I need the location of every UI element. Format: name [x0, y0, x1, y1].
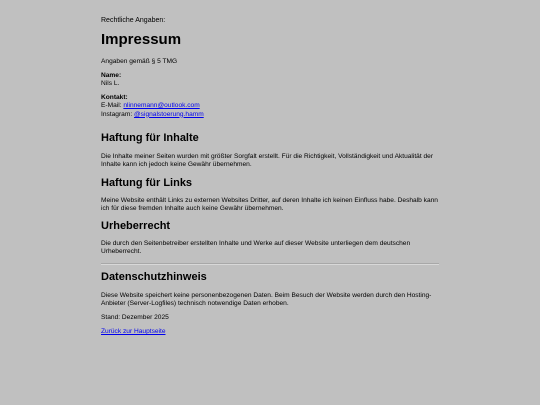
- copyright-text: Die durch den Seitenbetreiber erstellten Inhalte und Werke auf dieser Website unterliegen dem deutschen Urheberrecht.: [101, 240, 411, 256]
- privacy-text: Diese Website speichert keine personenbezogenen Daten. Beim Besuch der Website werden durch den Hosting-Anbieter (Server-Logfiles) technisch notwendige Daten erhoben.: [101, 292, 432, 308]
- instagram-line: [101, 111, 439, 119]
- heading-copyright: Urheberrecht: [101, 220, 171, 232]
- privacy-date: Stand: Dezember 2025: [101, 314, 169, 321]
- copyright-block: [101, 240, 439, 257]
- page-title: Impressum: [101, 31, 182, 48]
- instagram-link[interactable]: @signalstoerung.hamm: [133, 110, 204, 118]
- section-divider: [101, 263, 439, 265]
- back-to-home-link[interactable]: Zurück zur Hauptseite: [101, 328, 166, 335]
- name-block: [101, 72, 439, 89]
- tmg-text: Angaben gemäß § 5 TMG: [101, 58, 178, 65]
- name-label: Name:: [101, 72, 122, 79]
- name-value: Nils L.: [101, 80, 120, 88]
- email-prefix: E-Mail:: [101, 102, 124, 110]
- content-liability-block: [101, 153, 439, 170]
- privacy-block: [101, 292, 439, 309]
- date-block: [101, 314, 439, 322]
- content-liability-text: Die Inhalte meiner Seiten wurden mit größter Sorgfalt erstellt. Für die Richtigkeit, Vollständigkeit und Aktualität der Inhalte kann ich jedoch keine Gewähr übernehmen.: [101, 153, 434, 169]
- email-line: [101, 102, 439, 110]
- back-link-block: [101, 328, 439, 336]
- legal-label: Rechtliche Angaben:: [101, 17, 166, 24]
- link-liability-text: Meine Website enthält Links zu externen Websites Dritter, auf deren Inhalte ich keinen Einfluss habe. Deshalb kann ich für diese fremden Inhalte auch keine Gewähr übernehmen.: [101, 197, 438, 213]
- instagram-prefix: Instagram:: [101, 110, 134, 118]
- heading-privacy: Datenschutzhinweis: [101, 271, 207, 283]
- contact-block: [101, 94, 439, 119]
- tmg-text-block: [101, 58, 439, 66]
- contact-label: Kontakt:: [101, 94, 128, 101]
- link-liability-block: [101, 197, 439, 214]
- heading-content-liability: Haftung für Inhalte: [101, 132, 199, 144]
- email-link[interactable]: nlinnemann@outlook.com: [123, 102, 200, 110]
- heading-link-liability: Haftung für Links: [101, 177, 193, 189]
